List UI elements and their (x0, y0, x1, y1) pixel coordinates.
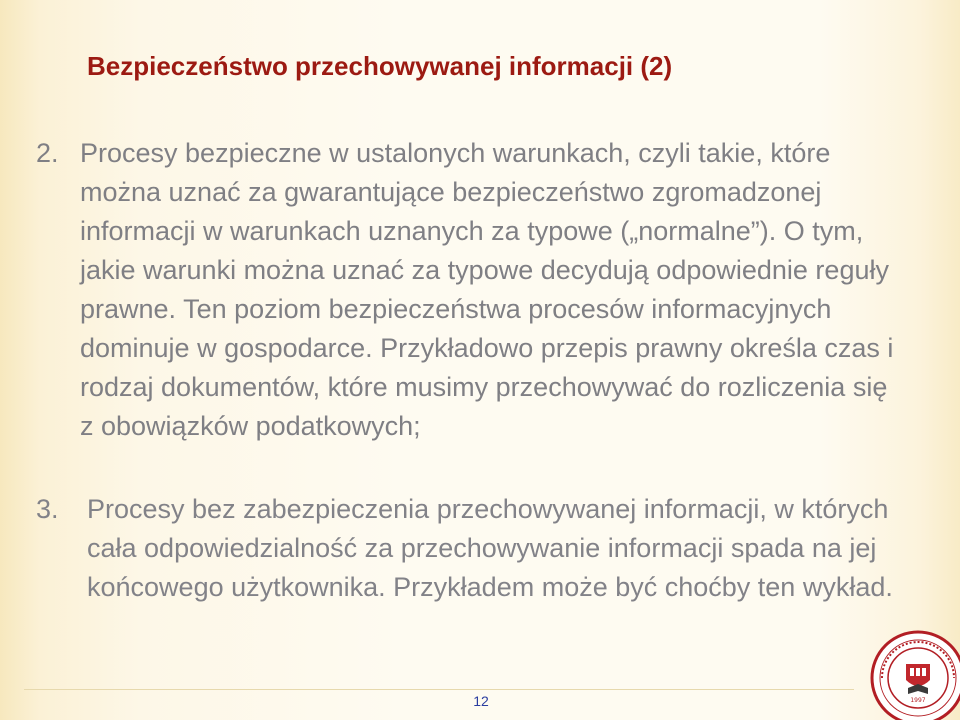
list-item-number: 2. (36, 138, 59, 168)
school-seal-icon (868, 628, 960, 720)
seal-year: 1997 (910, 697, 926, 704)
page-number: 12 (473, 693, 489, 709)
footer-divider (24, 689, 854, 690)
list-item-text: Procesy bezpieczne w ustalonych warunkach, czyli takie, które można uznać za gwarantujące bezpieczeństwo zgromadzonej informacji w warunkach uznanych za typowe („normalne”). O tym, jakie warunki można uznać za typowe decydują odpowiednie reguły prawne. Ten poziom bezpieczeństwa procesów informacyjnych dominuje w gospodarce. Przykładowo przepis prawny określa czas i rodzaj dokumentów, które musimy przechowywać do rozliczenia się z obowiązków podatkowych; (80, 138, 894, 441)
slide-title: Bezpieczeństwo przechowywanej informacji (2) (87, 51, 673, 81)
list-item (36, 490, 916, 607)
list-item-text: Procesy bez zabezpieczenia przechowywanej informacji, w których cała odpowiedzialność za przechowywanie informacji spada na jej końcowego użytkownika. Przykładem może być choćby ten wykład. (87, 494, 893, 602)
list-item (36, 134, 916, 446)
list-item-number: 3. (36, 494, 59, 524)
